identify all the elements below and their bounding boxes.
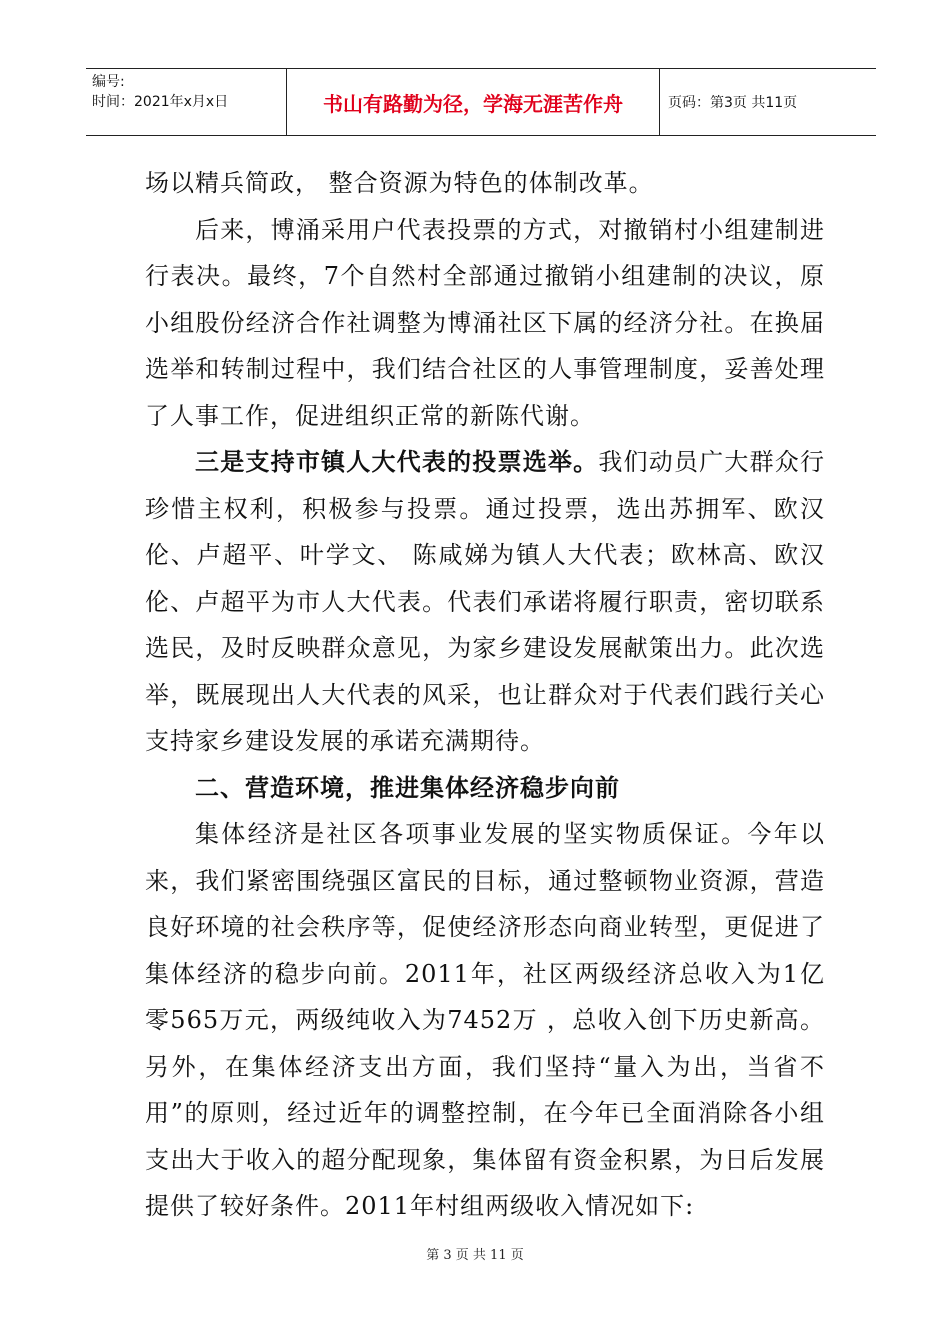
- header-table: [86, 68, 876, 136]
- motto-text: 书山有路勤为径，学海无涯苦作舟: [323, 91, 623, 116]
- header-meta: [86, 69, 286, 135]
- paragraph-4: 集体经济是社区各项事业发展的坚实物质保证。今年以来，我们紧密围绕强区富民的目标，通过整顿物业资源，营造良好环境的社会秩序等，促使经济形态向商业转型，更促进了集体经济的稳步向前。2011年，社区两级经济总收入为1亿零565万元，两级纯收入为7452万 ，总收入创下历史新高。另外，在集体经济支出方面，我们坚持“量入为出，当省不用”的原则，经过近年的调整控制，在今年已全面消除各小组支出大于收入的超分配现象，集体留有资金积累，为日后发展提供了较好条件。2011年村组两级收入情况如下:: [145, 820, 825, 1220]
- serial-label: 编号:: [92, 74, 125, 90]
- header-motto: [286, 69, 660, 135]
- paragraph-2: 后来，博涌采用户代表投票的方式，对撤销村小组建制进行表决。最终，7个自然村全部通过撤销小组建制的决议，原小组股份经济合作社调整为博涌社区下属的经济分社。在换届选举和转制过程中，我们结合社区的人事管理制度，妥善处理了人事工作，促进组织正常的新陈代谢。: [145, 215, 825, 430]
- date-label: 时间：2021年x月x日: [92, 94, 229, 110]
- paragraph-1: 场以精兵简政， 整合资源为特色的体制改革。: [145, 169, 654, 197]
- header-page: [660, 69, 876, 135]
- paragraph-3-rest: 我们动员广大群众行珍惜主权利，积极参与投票。通过投票，选出苏拥军、欧汉伦、卢超平、叶学文、 陈咸娣为镇人大代表；欧林高、欧汉伦、卢超平为市人大代表。代表们承诺将履行职责，密切联系选民，及时反映群众意见，为家乡建设发展献策出力。此次选举，既展现出人大代表的风采，也让群众对于代表们践行关心支持家乡建设发展的承诺充满期待。: [145, 448, 826, 755]
- page-footer: 第 3 页 共 11 页: [426, 1248, 524, 1263]
- section-heading: 二、营造环境，推进集体经济稳步向前: [195, 773, 620, 802]
- document-body: [145, 160, 825, 1230]
- paragraph-3-lead: 三是支持市镇人大代表的投票选举。: [195, 448, 599, 476]
- paragraph-3: [145, 439, 825, 765]
- page-label: 页码：第3页 共11页: [668, 95, 798, 111]
